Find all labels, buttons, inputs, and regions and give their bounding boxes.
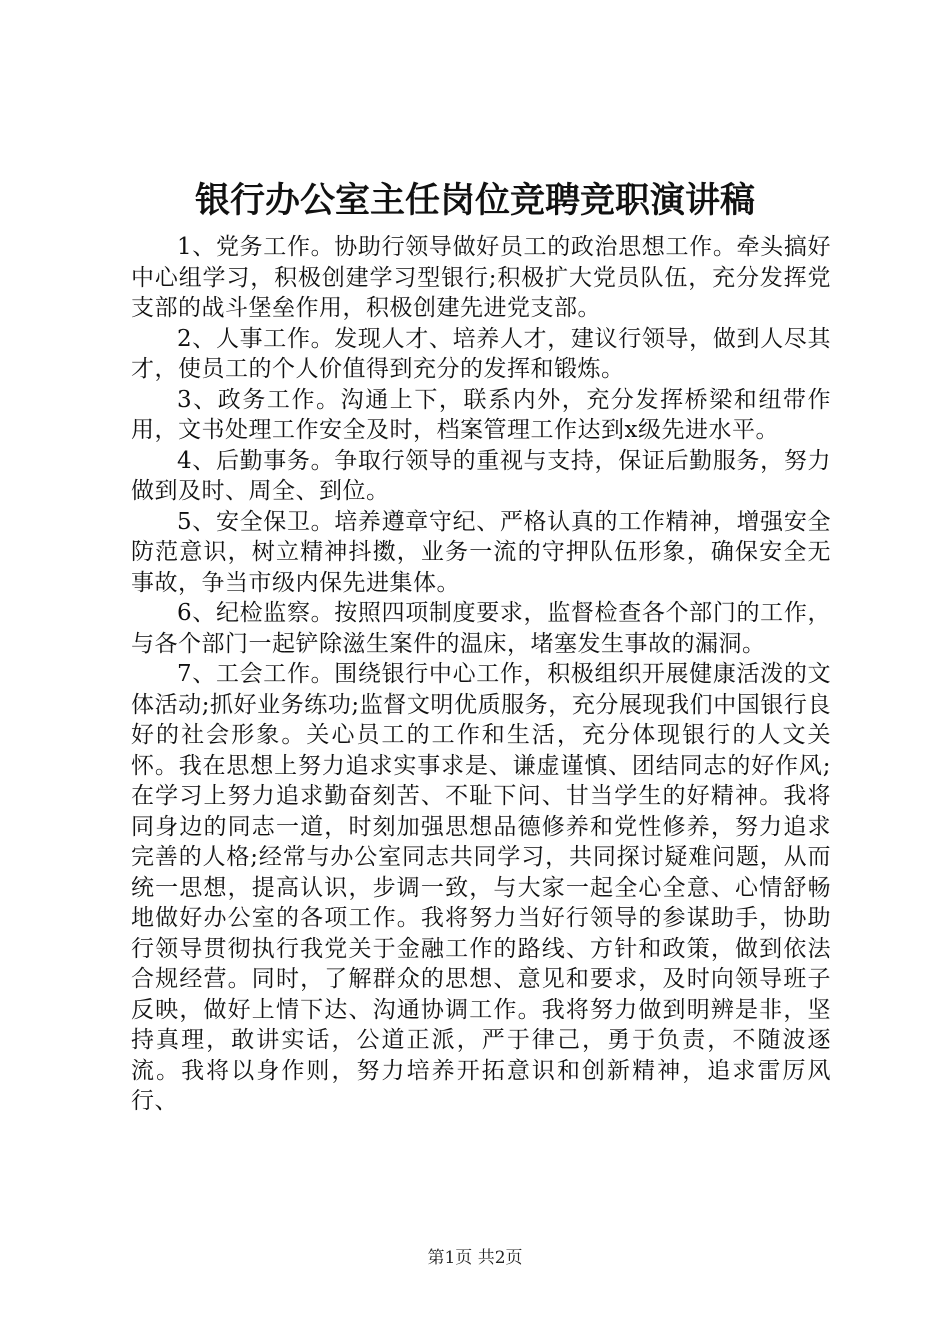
paragraph-security: 5、安全保卫。培养遵章守纪、严格认真的工作精神，增强安全防范意识，树立精神抖擞，业务一流的守押队伍形象，确保安全无事故，争当市级内保先进集体。	[131, 508, 831, 596]
paragraph-personnel: 2、人事工作。发现人才、培养人才，建议行领导，做到人尽其才，使员工的个人价值得到充分的发挥和锻炼。	[131, 325, 831, 382]
paragraph-discipline-inspection: 6、纪检监察。按照四项制度要求，监督检查各个部门的工作，与各个部门一起铲除滋生案件的温床，堵塞发生事故的漏洞。	[131, 600, 831, 657]
paragraph-government-affairs: 3、政务工作。沟通上下，联系内外，充分发挥桥梁和纽带作用，文书处理工作安全及时，档案管理工作达到x级先进水平。	[131, 386, 831, 443]
document-title: 银行办公室主任岗位竞聘竞职演讲稿	[194, 180, 755, 221]
document-body	[131, 232, 831, 1117]
paragraph-party-affairs: 1、党务工作。协助行领导做好员工的政治思想工作。牵头搞好中心组学习，积极创建学习型银行;积极扩大党员队伍，充分发挥党支部的战斗堡垒作用，积极创建先进党支部。	[131, 234, 831, 321]
paragraph-logistics: 4、后勤事务。争取行领导的重视与支持，保证后勤服务，努力做到及时、周全、到位。	[131, 447, 831, 504]
page-number-footer: 第1页 共2页	[427, 1248, 523, 1268]
paragraph-trade-union: 7、工会工作。围绕银行中心工作，积极组织开展健康活泼的文体活动;抓好业务练功;监督文明优质服务，充分展现我们中国银行良好的社会形象。关心员工的工作和生活，充分体现银行的人文关怀。我在思想上努力追求实事求是、谦虚谨慎、团结同志的好作风;在学习上努力追求勤奋刻苦、不耻下问、甘当学生的好精神。我将同身边的同志一道，时刻加强思想品德修养和党性修养，努力追求完善的人格;经常与办公室同志共同学习，共同探讨疑难问题，从而统一思想，提高认识，步调一致，与大家一起全心全意、心情舒畅地做好办公室的各项工作。我将努力当好行领导的参谋助手，协助行领导贯彻执行我党关于金融工作的路线、方针和政策，做到依法合规经营。同时，了解群众的思想、意见和要求，及时向领导班子反映，做好上情下达、沟通协调工作。我将努力做到明辨是非，坚持真理，敢讲实话，公道正派，严于律己，勇于负责，不随波逐流。我将以身作则，努力培养开拓意识和创新精神，追求雷厉风行、	[131, 661, 831, 1114]
